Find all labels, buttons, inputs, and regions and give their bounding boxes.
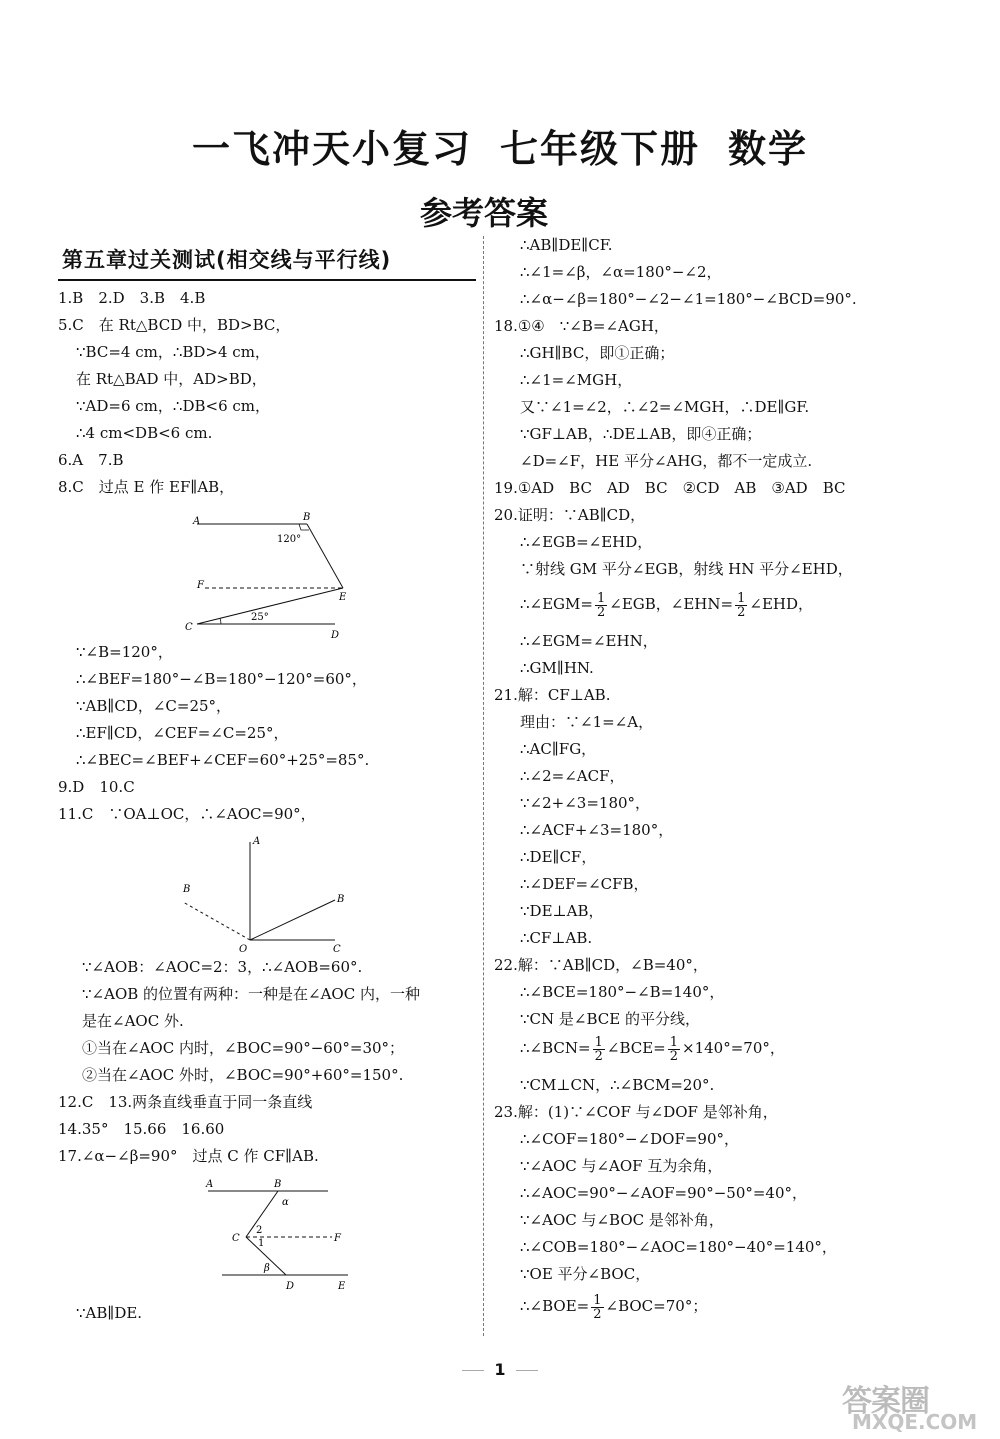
answer-line: 11.C ∵OA⊥OC，∴∠AOC=90°，	[58, 805, 316, 823]
fraction-denominator: 2	[593, 1306, 602, 1322]
answer-line: ∵AB∥CD，∠C=25°，	[76, 697, 232, 715]
answer-line: ∴4 cm<DB<6 cm.	[76, 424, 213, 442]
answer-line: ∴AC∥FG，	[520, 740, 597, 758]
answer-line: ∵AD=6 cm，∴DB<6 cm，	[76, 397, 271, 415]
fig8-label-a: A	[193, 516, 201, 527]
answer-line: ∴∠1=∠β，∠α=180°−∠2，	[520, 263, 722, 281]
fig17-label-c: C	[232, 1233, 240, 1244]
fig11-label-b-right: B	[337, 894, 345, 905]
answer-line: ∴GH∥BC，即①正确；	[520, 344, 675, 362]
answer-line: ∵∠2+∠3=180°，	[520, 794, 651, 812]
answer-line: ∵射线 GM 平分∠EGB，射线 HN 平分∠EHD，	[520, 560, 853, 578]
fig17-label-e: E	[338, 1281, 346, 1292]
answer-line: ∵GF⊥AB，∴DE⊥AB，即④正确；	[520, 425, 762, 443]
answer-line: ∵∠AOC 与∠AOF 互为余角，	[520, 1157, 723, 1175]
answer-line: ∴EF∥CD，∠CEF=∠C=25°，	[76, 724, 289, 742]
fig8-label-f: F	[197, 580, 204, 591]
title-part: 数学	[728, 127, 809, 171]
title-part: 七年级下册	[499, 127, 700, 171]
answer-line: 20.证明：∵AB∥CD，	[494, 506, 646, 524]
text-segment: ∴∠BOE=	[520, 1297, 590, 1315]
answer-line: ∵∠AOB：∠AOC=2：3，∴∠AOB=60°.	[82, 958, 363, 976]
fig17-angle-2: 2	[256, 1225, 263, 1236]
answer-line: ∴DE∥CF，	[520, 848, 597, 866]
answer-line: 又∵∠1=∠2，∴∠2=∠MGH，∴DE∥GF.	[520, 398, 810, 416]
fraction-half	[668, 1036, 680, 1063]
answer-line: 17.∠α−∠β=90° 过点 C 作 CF∥AB.	[58, 1147, 319, 1165]
answer-line: ∴AB∥DE∥CF.	[520, 236, 613, 254]
fig17-label-b: B	[274, 1179, 282, 1190]
text-segment: ×140°=70°，	[682, 1039, 785, 1057]
answer-line: 1.B 2.D 3.B 4.B	[58, 289, 206, 307]
fig11-label-c: C	[333, 944, 341, 955]
fraction-numerator: 1	[596, 590, 606, 606]
answer-line: ∴∠COB=180°−∠AOC=180°−40°=140°，	[520, 1238, 837, 1256]
fig17-beta: β	[264, 1263, 270, 1274]
answer-line: ∵OE 平分∠BOC，	[520, 1265, 651, 1283]
answer-line: ∵CM⊥CN，∴∠BCM=20°.	[520, 1076, 715, 1094]
answer-line: ∴∠α−∠β=180°−∠2−∠1=180°−∠BCD=90°.	[520, 290, 857, 308]
fraction-numerator: 1	[737, 590, 746, 606]
answer-line: ∴∠BCE=180°−∠B=140°，	[520, 983, 725, 1001]
figure-8	[185, 508, 355, 643]
column-divider	[483, 236, 484, 1336]
answer-line: ∠D=∠F，HE 平分∠AHG，都不一定成立.	[520, 452, 813, 470]
answer-line: ∴∠EGM=∠EHN，	[520, 632, 658, 650]
answer-line: 理由：∵∠1=∠A，	[520, 713, 654, 731]
answer-line: 5.C 在 Rt△BCD 中，BD>BC，	[58, 316, 291, 334]
answer-line: ∴GM∥HN.	[520, 659, 594, 677]
text-segment: ∠BCE=	[606, 1039, 666, 1057]
fig11-label-o: O	[239, 944, 248, 955]
text-segment: ∠EHD，	[749, 595, 814, 613]
fig11-label-a: A	[253, 836, 261, 847]
answer-line: ∴∠1=∠MGH，	[520, 371, 633, 389]
answer-line: ∵∠B=120°，	[76, 643, 173, 661]
fraction-half	[593, 1036, 605, 1063]
answer-line: ∴∠2=∠ACF，	[520, 767, 625, 785]
fraction-denominator: 2	[594, 1048, 603, 1064]
answer-line: ∴∠EGB=∠EHD，	[520, 533, 653, 551]
fig8-label-b: B	[303, 512, 311, 523]
answer-line: ∴∠BEC=∠BEF+∠CEF=60°+25°=85°.	[76, 751, 370, 769]
fig8-label-d: D	[331, 630, 340, 641]
answer-line: ∵AB∥DE.	[76, 1304, 143, 1322]
watermark-logo: 答案圈	[842, 1384, 929, 1419]
fig8-label-c: C	[185, 622, 193, 633]
answer-line-fraction	[520, 1290, 707, 1322]
answer-line: 23.解：(1)∵∠COF 与∠DOF 是邻补角，	[494, 1103, 778, 1121]
answer-line: ∵CN 是∠BCE 的平分线，	[520, 1010, 700, 1028]
fig17-label-a: A	[206, 1179, 214, 1190]
answer-line: 12.C 13.两条直线垂直于同一条直线	[58, 1093, 313, 1111]
fig11-label-b-left: B	[183, 884, 191, 895]
figure-11	[175, 830, 355, 955]
fraction-denominator: 2	[737, 604, 746, 620]
page-subtitle: 参考答案	[419, 194, 548, 232]
text-segment: ∴∠EGM=	[520, 595, 593, 613]
fraction-denominator: 2	[669, 1048, 679, 1064]
page-title	[0, 118, 1000, 173]
answer-line: ∴∠COF=180°−∠DOF=90°，	[520, 1130, 740, 1148]
answer-line: 6.A 7.B	[58, 451, 124, 469]
answer-line-fraction	[520, 1032, 785, 1064]
watermark-site: MXQE.COM	[852, 1410, 978, 1434]
answer-line: 19.①AD BC AD BC ②CD AB ③AD BC	[494, 479, 846, 497]
answer-line: ∵∠AOB 的位置有两种：一种是在∠AOC 内，一种	[82, 985, 420, 1003]
fraction-half	[595, 592, 607, 619]
answer-line: ∵∠AOC 与∠BOC 是邻补角，	[520, 1211, 724, 1229]
fig17-angle-1: 1	[258, 1238, 265, 1249]
answer-line-fraction	[520, 588, 813, 620]
chapter-title: 第五章过关测试(相交线与平行线)	[62, 248, 392, 272]
fig8-angle-b: 120°	[277, 534, 302, 545]
answer-line: ①当在∠AOC 内时，∠BOC=90°−60°=30°；	[82, 1039, 405, 1057]
answer-line: ∴∠DEF=∠CFB，	[520, 875, 649, 893]
answer-line: ∴∠AOC=90°−∠AOF=90°−50°=40°，	[520, 1184, 808, 1202]
figure-17	[200, 1175, 360, 1295]
fraction-numerator: 1	[593, 1292, 602, 1308]
fraction-half	[591, 1294, 603, 1321]
fig8-angle-c: 25°	[251, 612, 269, 623]
answer-line: ∵BC=4 cm，∴BD>4 cm，	[76, 343, 270, 361]
fig17-label-f: F	[334, 1233, 341, 1244]
text-segment: ∠BOC=70°；	[605, 1297, 708, 1315]
fraction-numerator: 1	[594, 1034, 603, 1050]
text-segment: ∠EGB，∠EHN=	[609, 595, 734, 613]
fig17-label-d: D	[286, 1281, 295, 1292]
answer-line: 8.C 过点 E 作 EF∥AB，	[58, 478, 235, 496]
answer-line: 是在∠AOC 外.	[82, 1012, 184, 1030]
fig8-label-e: E	[339, 592, 347, 603]
answer-line: 在 Rt△BAD 中，AD>BD，	[76, 370, 267, 388]
answer-line: ∴CF⊥AB.	[520, 929, 593, 947]
page-number: 1	[0, 1360, 1000, 1379]
answer-line: ∵DE⊥AB，	[520, 902, 604, 920]
answer-line: 21.解：CF⊥AB.	[494, 686, 611, 704]
chapter-underline	[58, 279, 476, 281]
fraction-half	[735, 592, 747, 619]
fraction-denominator: 2	[596, 604, 606, 620]
answer-line: 14.35° 15.66 16.60	[58, 1120, 225, 1138]
answer-line: 9.D 10.C	[58, 778, 135, 796]
answer-line: 22.解：∵AB∥CD，∠B=40°，	[494, 956, 708, 974]
answer-line: ∴∠BEF=180°−∠B=180°−120°=60°，	[76, 670, 367, 688]
title-part: 一飞冲天小复习	[191, 127, 472, 171]
text-segment: ∴∠BCN=	[520, 1039, 591, 1057]
answer-line: ∴∠ACF+∠3=180°，	[520, 821, 674, 839]
fig17-alpha: α	[282, 1197, 289, 1208]
answer-line: ②当在∠AOC 外时，∠BOC=90°+60°=150°.	[82, 1066, 404, 1084]
fraction-numerator: 1	[669, 1034, 679, 1050]
answer-line: 18.①④ ∵∠B=∠AGH，	[494, 317, 669, 335]
